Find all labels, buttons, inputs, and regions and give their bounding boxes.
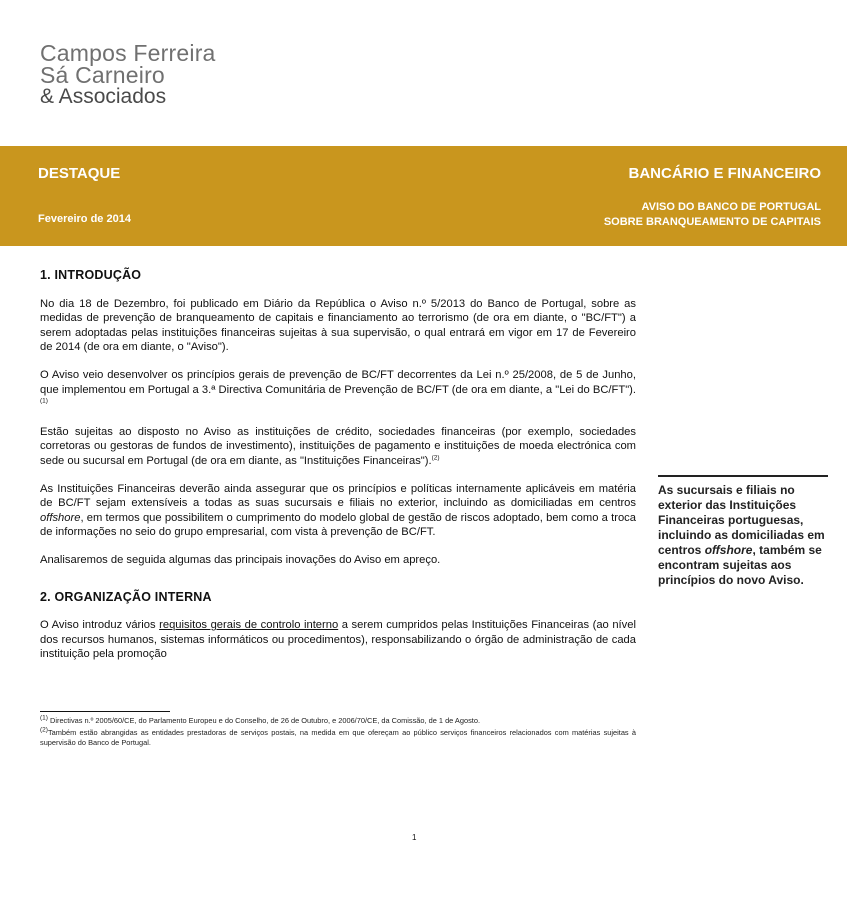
subtitle-line-2: SOBRE BRANQUEAMENTO DE CAPITAIS xyxy=(603,216,821,228)
paragraph-5: Analisaremos de seguida algumas das principais inovações do Aviso em apreço. xyxy=(40,553,441,566)
main-content xyxy=(40,268,636,675)
paragraph-4-text-b: , em termos que possibilitem o cumprimento do modelo global de gestão de riscos adoptado, bem como a troca de informações no seio do grupo empresarial, com vista à prevenção de BC/FT. xyxy=(40,511,636,539)
practice-area-title: BANCÁRIO E FINANCEIRO xyxy=(628,165,821,182)
callout-text-a: As sucursais e filiais no exterior das Instituições Financeiras portuguesas, incluindo as domiciliadas em centros xyxy=(658,483,825,557)
publication-date: Fevereiro de 2014 xyxy=(38,213,131,225)
callout-text-b: , também se encontram sujeitas aos princípios do novo Aviso. xyxy=(658,543,822,587)
paragraph-2-text: O Aviso veio desenvolver os princípios gerais de prevenção de BC/FT decorrentes da Lei n.º 25/2008, de 5 de Junho, que implementou em Portugal a 3.ª Directiva Comunitária de Prevenção de BC/FT (de ora em diante, a "Lei do BC/FT"). xyxy=(40,368,636,396)
footnote-1-marker: (1) xyxy=(40,714,48,722)
document-subtitle xyxy=(604,200,821,230)
footnote-ref-2: (2) xyxy=(431,454,440,462)
paragraph-6 xyxy=(40,618,636,662)
logo-line-2: Sá Carneiro xyxy=(40,62,165,88)
page-number: 1 xyxy=(412,833,417,842)
footnotes xyxy=(40,716,636,750)
subtitle-line-1: AVISO DO BANCO DE PORTUGAL xyxy=(641,201,821,213)
logo-line-3: & Associados xyxy=(40,85,167,108)
header-banner xyxy=(0,146,847,246)
paragraph-4-emphasis: offshore xyxy=(40,511,81,524)
footnote-ref-1: (1) xyxy=(40,397,48,405)
paragraph-6-text-b: a serem cumpridos pelas Instituições Financeiras (ao nível dos recursos humanos, sistemas informáticos ou procedimentos), responsabilizando o órgão de administração de cada instituição pela promoção xyxy=(40,619,636,661)
footnote-2-text: Também estão abrangidas as entidades prestadoras de serviços postais, na medida em que ofereçam ao público serviços financeiros relacionados com matérias sujeitas à supervisão do Banco de Portugal. xyxy=(40,728,636,747)
footnote-2 xyxy=(40,728,636,748)
sidebar-callout xyxy=(658,475,828,588)
banner-label: DESTAQUE xyxy=(38,165,121,182)
footnote-divider xyxy=(40,711,170,712)
paragraph-4 xyxy=(40,482,636,540)
paragraph-3-text: Estão sujeitas ao disposto no Aviso as instituições de crédito, sociedades financeiras (por exemplo, sociedades corretoras ou gestoras de fundos de investimento), instituições de pagamento e instituições de moeda electrónica com sede ou sucursal em Portugal (de ora em diante, as "Instituições Financeiras"). xyxy=(40,425,636,467)
paragraph-3 xyxy=(40,425,636,469)
company-logo xyxy=(40,42,216,108)
paragraph-6-underlined: requisitos gerais de controlo interno xyxy=(159,619,339,632)
paragraph-4-text-a: As Instituições Financeiras deverão ainda assegurar que os princípios e políticas internamente aplicáveis em matéria de BC/FT sejam extensíveis a todas as suas sucursais e filiais no exterior, incluindo as domiciliadas em centros xyxy=(40,482,636,510)
section-2-heading: 2. ORGANIZAÇÃO INTERNA xyxy=(40,589,212,604)
logo-line-1: Campos Ferreira xyxy=(40,40,216,66)
paragraph-2 xyxy=(40,368,636,412)
footnote-1 xyxy=(40,716,636,726)
footnote-2-marker: (2) xyxy=(40,726,48,734)
callout-emphasis: offshore xyxy=(704,543,753,557)
footnote-1-text: Directivas n.º 2005/60/CE, do Parlamento Europeu e do Conselho, de 26 de Outubro, e 2006/70/CE, da Comissão, de 1 de Agosto. xyxy=(47,716,480,725)
section-1-heading: 1. INTRODUÇÃO xyxy=(40,268,142,282)
paragraph-1: No dia 18 de Dezembro, foi publicado em Diário da República o Aviso n.º 5/2013 do Banco de Portugal, sobre as medidas de prevenção de branqueamento de capitais e financiamento ao terrorismo (de ora em diante, o "BC/FT") a serem adoptadas pelas instituições financeiras sujeitas à sua supervisão, o qual entrará em vigor em 17 de Fevereiro de 2014 (de ora em diante, o "Aviso"). xyxy=(40,297,636,354)
paragraph-6-text-a: O Aviso introduz vários xyxy=(40,619,160,632)
